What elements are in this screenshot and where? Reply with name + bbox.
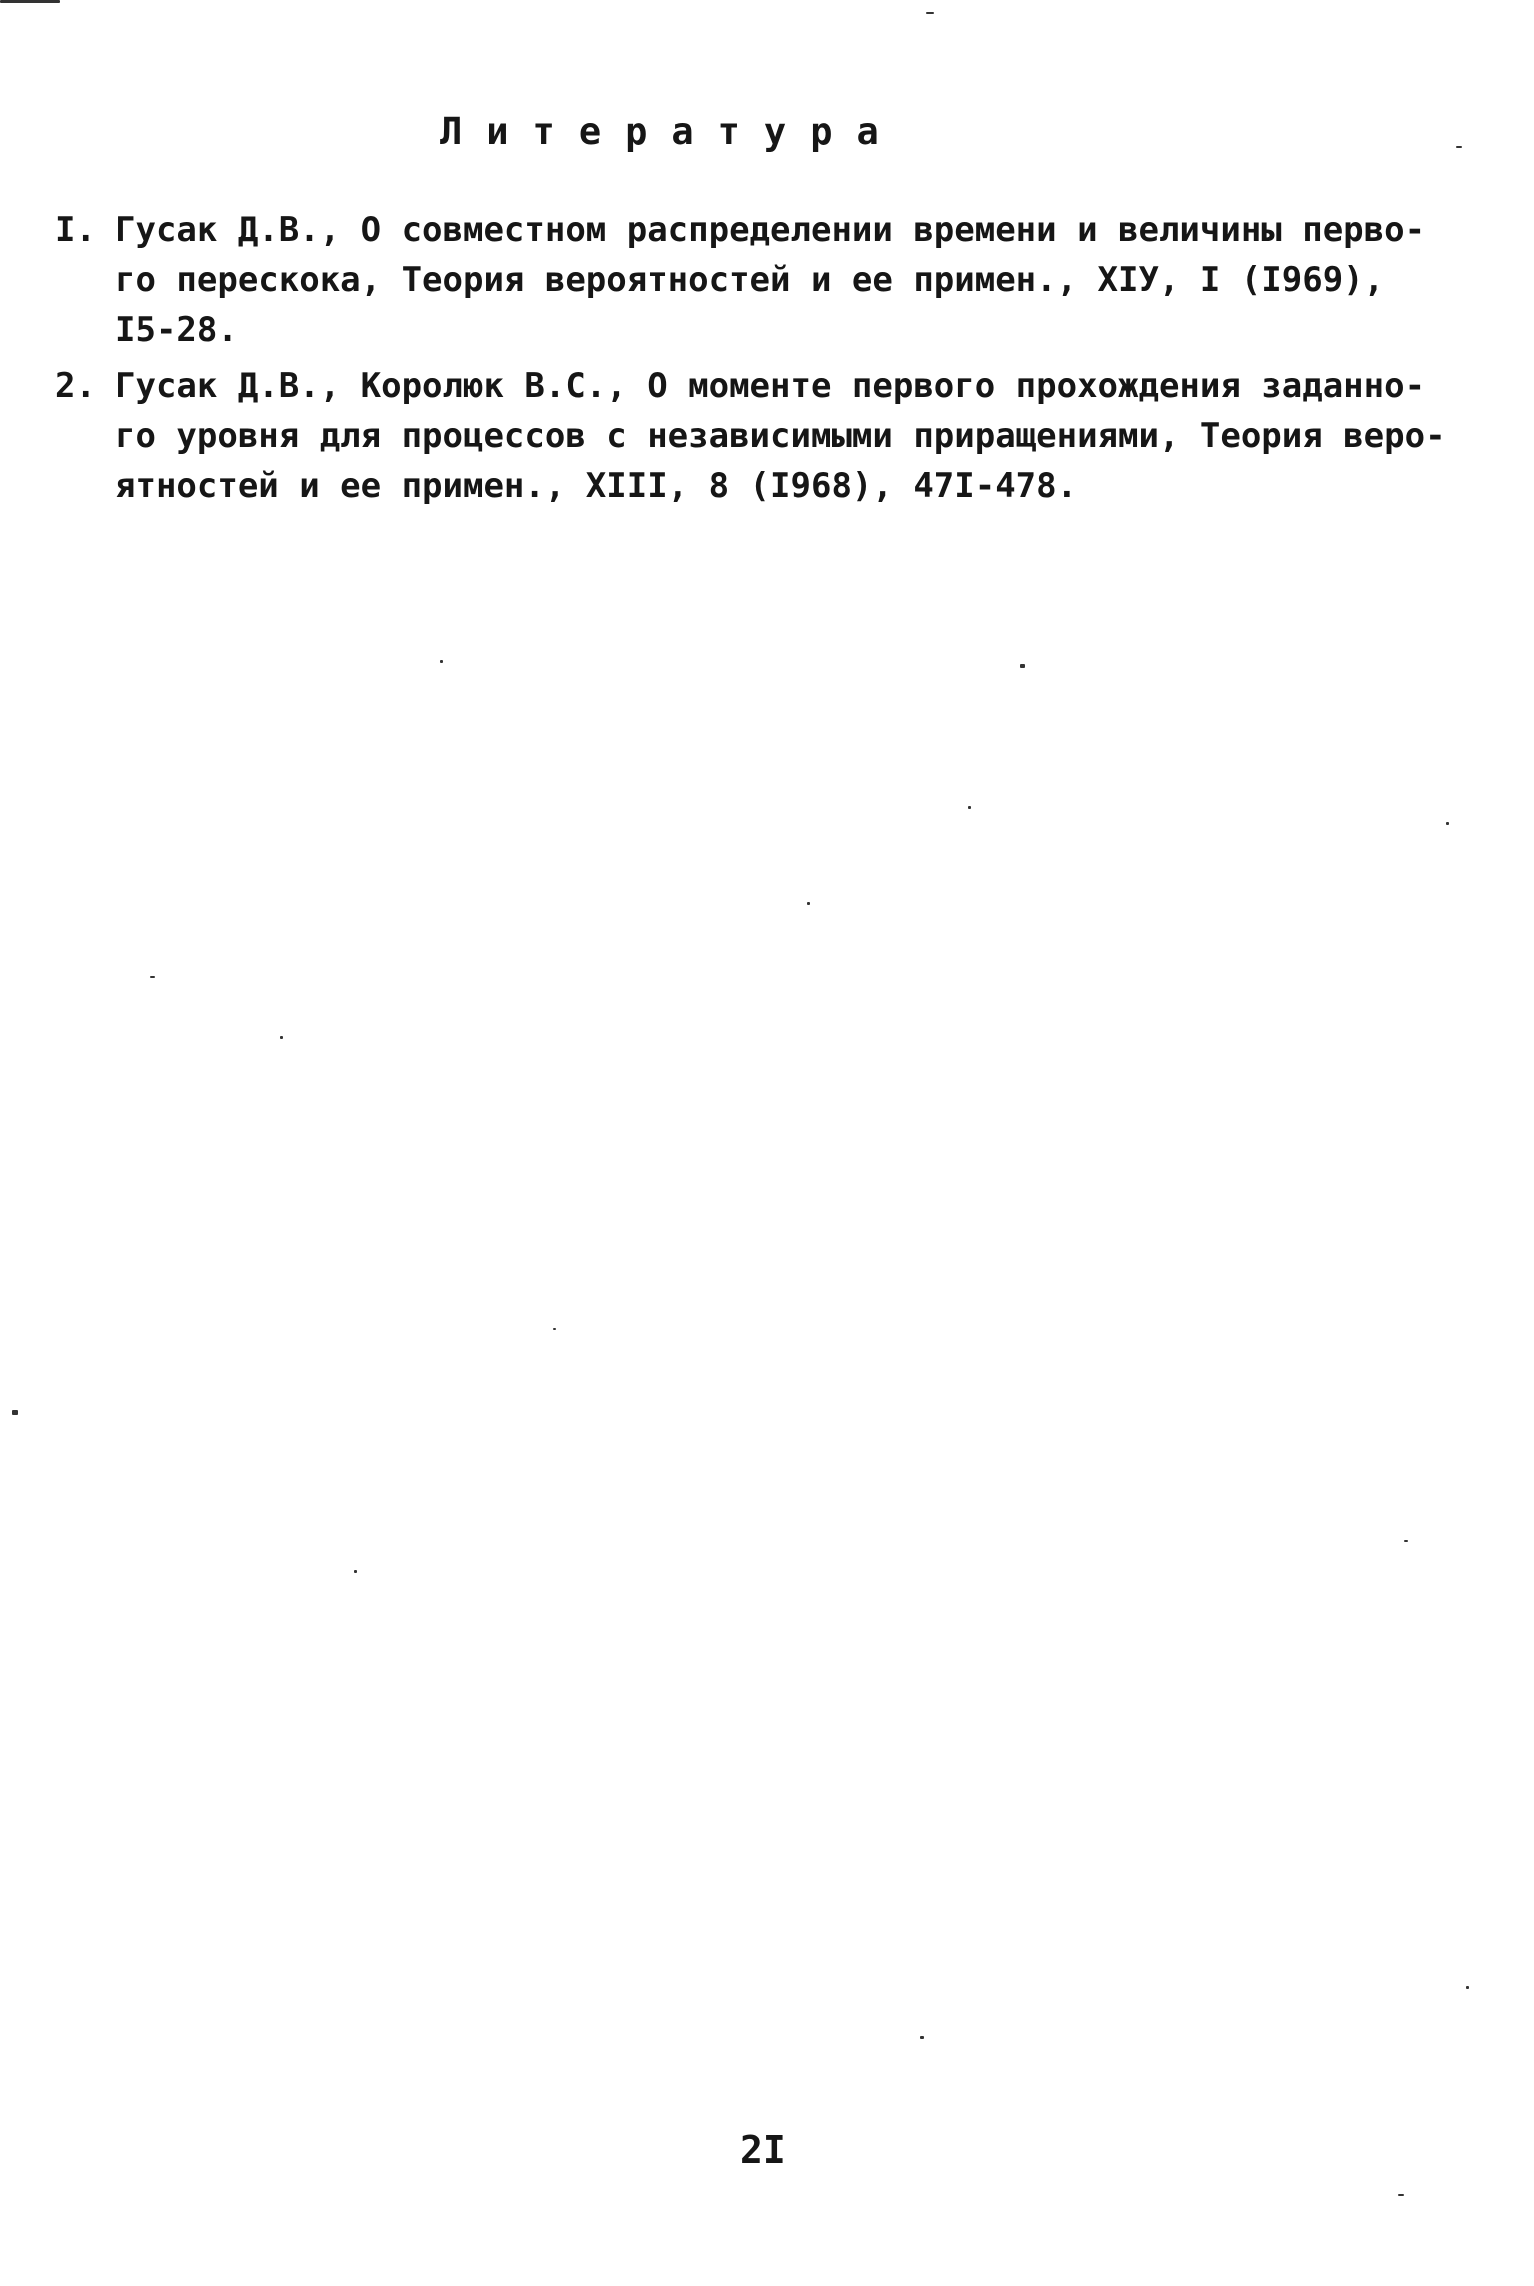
reference-line: Гусак Д.В., О совместном распределении времени и величины перво- <box>115 210 1426 250</box>
scan-speck <box>1446 822 1449 825</box>
scan-speck <box>280 1036 283 1039</box>
reference-item <box>55 361 1495 511</box>
scan-speck <box>1404 1540 1408 1542</box>
scan-speck <box>553 1328 556 1330</box>
reference-line: ятностей и ее примен., XIII, 8 (I968), 47I-478. <box>115 466 1078 506</box>
scan-speck <box>1398 2194 1404 2196</box>
reference-number: I. <box>55 210 96 250</box>
reference-line: I5-28. <box>115 310 238 350</box>
scan-speck <box>968 806 971 809</box>
scan-speck <box>0 0 60 3</box>
scan-speck <box>150 976 155 978</box>
reference-line: го перескока, Теория вероятностей и ее примен., XIУ, I (I969), <box>115 260 1385 300</box>
scan-speck <box>440 660 443 663</box>
scan-speck <box>354 1570 357 1573</box>
scan-speck <box>1466 1986 1469 1989</box>
scan-speck <box>12 1410 18 1415</box>
reference-line: го уровня для процессов с независимыми приращениями, Теория веро- <box>115 416 1446 456</box>
scan-speck <box>1456 146 1462 148</box>
scan-speck <box>926 12 934 14</box>
scan-speck <box>920 2036 924 2039</box>
reference-line: Гусак Д.В., Королюк В.С., О моменте первого прохождения заданно- <box>115 366 1426 406</box>
page-title: Литература <box>440 110 903 153</box>
scan-speck <box>807 902 810 905</box>
reference-number: 2. <box>55 366 96 406</box>
page-number: 2I <box>740 2128 786 2172</box>
reference-list <box>55 205 1495 517</box>
scan-speck <box>1020 664 1025 668</box>
reference-item <box>55 205 1495 355</box>
